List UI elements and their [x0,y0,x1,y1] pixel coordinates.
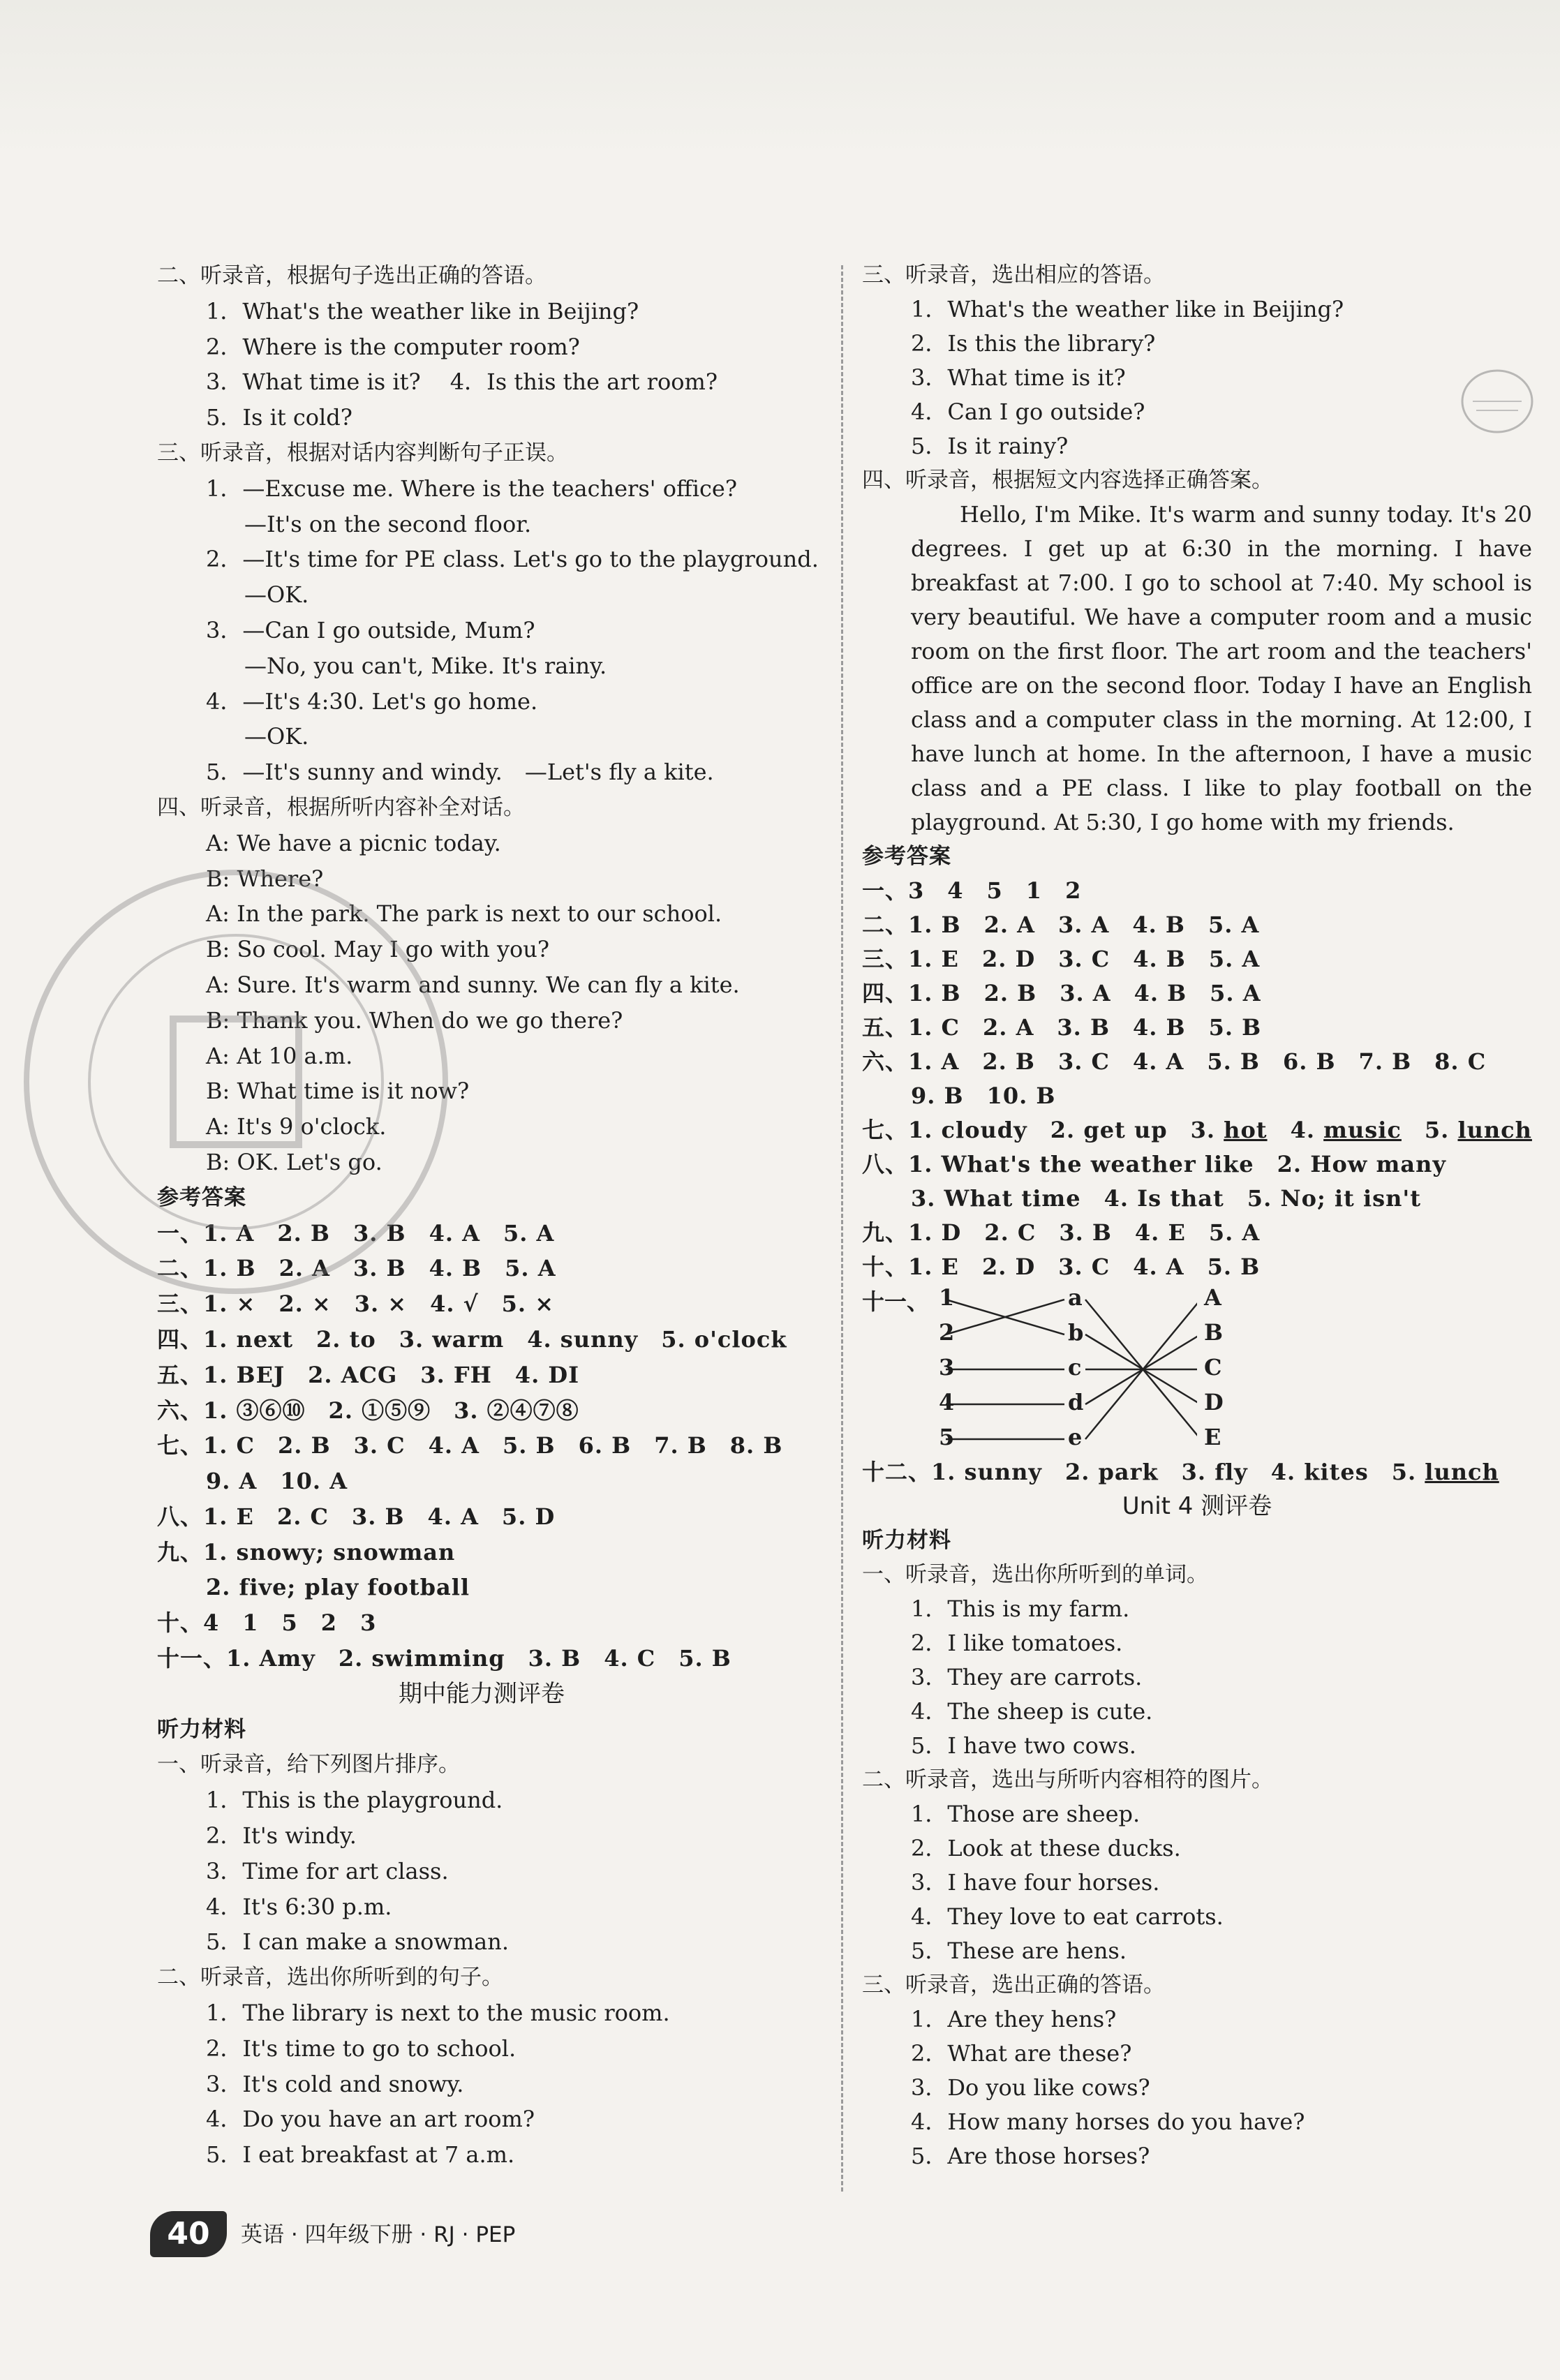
answer-line: 六、1. ③⑥⑩ 2. ①⑤⑨ 3. ②④⑦⑧ [157,1397,579,1424]
answer-line: 七、1. C 2. B 3. C 4. A 5. B 6. B 7. B 8. B [157,1432,783,1459]
right-column [862,258,1532,2173]
dialog-line: A: Sure. It's warm and sunny. We can fly a kite. [206,971,740,998]
dialog-line: —No, you can't, Mike. It's rainy. [244,652,607,679]
question-item: 1．Those are sheep. [911,1801,1141,1827]
answer-line-7 [862,1113,1532,1147]
question-item: 1．The library is next to the music room. [206,2000,670,2027]
answer-line: 一、3 4 5 1 2 [862,877,1082,904]
dialog-line: B: Where? [206,865,324,892]
match-num: 3 [939,1354,955,1381]
page-top-band [0,0,1560,161]
dialog-line: —It's on the second floor. [244,510,532,537]
answer-line: 九、1. D 2. C 3. B 4. E 5. A [862,1219,1261,1246]
canpoint-stamp [13,858,459,1305]
dialog-line: 3．—Can I go outside, Mum? [206,616,535,644]
answer-line: 五、1. BEJ 2. ACG 3. FH 4. DI [157,1361,580,1388]
question-item: 3．What time is it? [911,364,1126,391]
match-lower: d [1068,1389,1084,1415]
dialog-line: A: In the park. The park is next to our school. [206,900,722,928]
footer-text: 英语 · 四年级下册 · RJ · PEP [241,2222,516,2247]
section-heading: 二、听录音，选出你所听到的句子。 [157,1965,503,1991]
match-num: 2 [939,1319,955,1346]
answer-line: 六、1. A 2. B 3. C 4. A 5. B 6. B 7. B 8. C [862,1048,1487,1075]
question-item: 3．It's cold and snowy. [206,2070,464,2097]
question-item: 4．The sheep is cute. [911,1698,1153,1725]
section-heading: 三、听录音，选出正确的答语。 [862,1972,1165,1998]
question-item: 2．It's time to go to school. [206,2035,517,2062]
question-item: 4．Do you have an art room? [206,2106,535,2133]
question-item: 2．What are these? [911,2040,1132,2067]
match-upper: E [1204,1424,1221,1450]
answer-line: 二、1. B 2. A 3. B 4. B 5. A [157,1255,556,1282]
question-item: 2．It's windy. [206,1822,357,1850]
question-item: 1．This is the playground. [206,1787,503,1814]
column-divider [841,265,843,2192]
reading-passage [862,498,1532,840]
match-num: 5 [939,1424,955,1450]
answer-line: 十一、1. Amy 2. swimming 3. B 4. C 5. B [157,1645,731,1672]
matching-answer [862,1284,1532,1455]
q7-mid: 4. [1267,1117,1324,1143]
q7-prefix: 七、1. cloudy 2. get up 3. [862,1117,1224,1143]
match-upper: A [1204,1284,1221,1311]
answer-line: 八、1. E 2. C 3. B 4. A 5. D [157,1503,556,1530]
match-num: 1 [939,1284,955,1311]
question-item: 5．These are hens. [911,1938,1127,1964]
question-item: 5．Are those horses? [911,2143,1150,2169]
question-item: 5．I can make a snowman. [206,1928,510,1956]
dialog-line: —OK. [244,723,309,750]
answer-line: 三、1. × 2. × 3. × 4. √ 5. × [157,1291,555,1318]
match-lower: b [1068,1319,1084,1346]
dialog-line: B: What time is it now? [206,1078,470,1105]
answer-line: 9. B 10. B [911,1083,1056,1109]
seal-mark [1459,363,1536,440]
section-heading: 三、听录音，选出相应的答语。 [862,262,1165,288]
section-heading: 四、听录音，根据短文内容选择正确答案。 [862,468,1273,493]
question-item: 5．I eat breakfast at 7 a.m. [206,2141,515,2169]
match-lower: a [1068,1284,1083,1311]
answer-line-12 [862,1455,1532,1489]
passage-text: Hello, I'm Mike. It's warm and sunny today. It's 20 degrees. I get up at 6:30 in the morning. I have breakfast at 7:00. I go to school at 7:40. My school is very beautiful. We have a computer room and a music room on the first floor. The art room and the teachers' office are on the second floor. Today I have an English class and a computer class in the morning. At 12:00, I have lunch at home. In the afternoon, I have a music class and a PE class. I like to play football on the playground. At 5:30, I go home with my friends. [911,501,1532,835]
q7-word-3: hot [1224,1117,1268,1143]
answer-line: 十、1. E 2. D 3. C 4. A 5. B [862,1254,1261,1280]
dialog-line: B: So cool. May I go with you? [206,936,550,963]
answer-line: 四、1. next 2. to 3. warm 4. sunny 5. o'clock [157,1325,787,1353]
question-item: 2．I like tomatoes. [911,1630,1123,1656]
answer-key-heading: 参考答案 [862,844,951,869]
dialog-line: 4．—It's 4:30. Let's go home. [206,687,538,715]
question-item: 3．Time for art class. [206,1857,449,1884]
question-item: 2．Look at these ducks. [911,1835,1181,1861]
q12-prefix: 十二、1. sunny 2. park 3. fly 4. kites 5. [862,1459,1425,1485]
dialog-line: 1．—Excuse me. Where is the teachers' office? [206,475,737,502]
section-heading: 三、听录音，根据对话内容判断句子正误。 [157,440,568,466]
section-heading: 一、听录音，给下列图片排序。 [157,1752,460,1778]
answer-line: 3. What time 4. Is that 5. No; it isn't [911,1185,1421,1212]
listening-material-label: 听力材料 [862,1528,951,1553]
dialog-line: 5．—It's sunny and windy. —Let's fly a kite. [206,759,714,786]
question-item: 1．This is my farm. [911,1596,1130,1622]
unit4-title: Unit 4 测评卷 [1122,1492,1272,1520]
question-item: 5．I have two cows. [911,1732,1136,1759]
answer-line: 十、4 1 5 2 3 [157,1609,377,1637]
q7-word-4: music [1323,1117,1402,1143]
answer-line: 9. A 10. A [206,1468,348,1495]
question-item: 2．Where is the computer room? [206,333,580,360]
question-item: 3．I have four horses. [911,1869,1160,1896]
answer-line: 八、1. What's the weather like 2. How many [862,1151,1446,1177]
question-item: 5．Is it cold? [206,404,352,431]
dialog-line: B: OK. Let's go. [206,1148,382,1175]
question-item: 4．They love to eat carrots. [911,1903,1224,1930]
matching-lines [862,1284,1197,1455]
section-heading: 二、听录音，选出与所听内容相符的图片。 [862,1767,1273,1792]
answer-line: 三、1. E 2. D 3. C 4. B 5. A [862,946,1261,972]
question-item: 1．Are they hens? [911,2006,1117,2032]
answer-line: 一、1. A 2. B 3. B 4. A 5. A [157,1219,555,1247]
matching-label: 十一、 [862,1288,930,1315]
midterm-title: 期中能力测评卷 [399,1679,565,1708]
match-upper: C [1204,1354,1222,1381]
answer-line: 2. five; play football [206,1574,470,1601]
dialog-line: A: It's 9 o'clock. [206,1113,387,1140]
section-heading: 一、听录音，选出你所听到的单词。 [862,1562,1208,1587]
answer-line: 五、1. C 2. A 3. B 4. B 5. B [862,1014,1262,1041]
match-num: 4 [939,1389,955,1415]
question-item: 1．What's the weather like in Beijing? [911,296,1344,322]
answer-line: 四、1. B 2. B 3. A 4. B 5. A [862,980,1261,1006]
question-item: 3．Do you like cows? [911,2074,1150,2101]
q12-word-5: lunch [1425,1459,1499,1485]
question-item: 4．How many horses do you have? [911,2108,1305,2135]
question-item: 4．Can I go outside? [911,399,1145,425]
match-upper: B [1204,1319,1224,1346]
match-upper: D [1204,1389,1224,1415]
dialog-line: A: At 10 a.m. [206,1042,353,1069]
dialog-line: A: We have a picnic today. [206,829,501,856]
question-item: 2．Is this the library? [911,330,1156,357]
match-lower: c [1068,1354,1082,1381]
question-item: 3．What time is it? 4．Is this the art room? [206,369,718,396]
answer-line: 二、1. B 2. A 3. A 4. B 5. A [862,912,1260,938]
question-item: 5．Is it rainy? [911,433,1069,459]
answer-line: 九、1. snowy; snowman [157,1538,456,1565]
question-item: 3．They are carrots. [911,1664,1143,1690]
question-item: 4．It's 6:30 p.m. [206,1893,392,1920]
dialog-line: —OK. [244,581,309,609]
dialog-line: B: Thank you. When do we go there? [206,1006,623,1034]
section-heading: 四、听录音，根据所听内容补全对话。 [157,794,525,820]
listening-material-label: 听力材料 [157,1716,246,1742]
q7-word-5: lunch [1457,1117,1532,1143]
question-item: 1．What's the weather like in Beijing? [206,297,639,325]
match-lower: e [1068,1424,1083,1450]
section-heading: 二、听录音，根据句子选出正确的答语。 [157,263,547,288]
q7-mid2: 5. [1401,1117,1458,1143]
dialog-line: 2．—It's time for PE class. Let's go to the playground. [206,546,819,573]
page-number: 40 [150,2211,227,2257]
answer-key-heading: 参考答案 [157,1184,246,1210]
